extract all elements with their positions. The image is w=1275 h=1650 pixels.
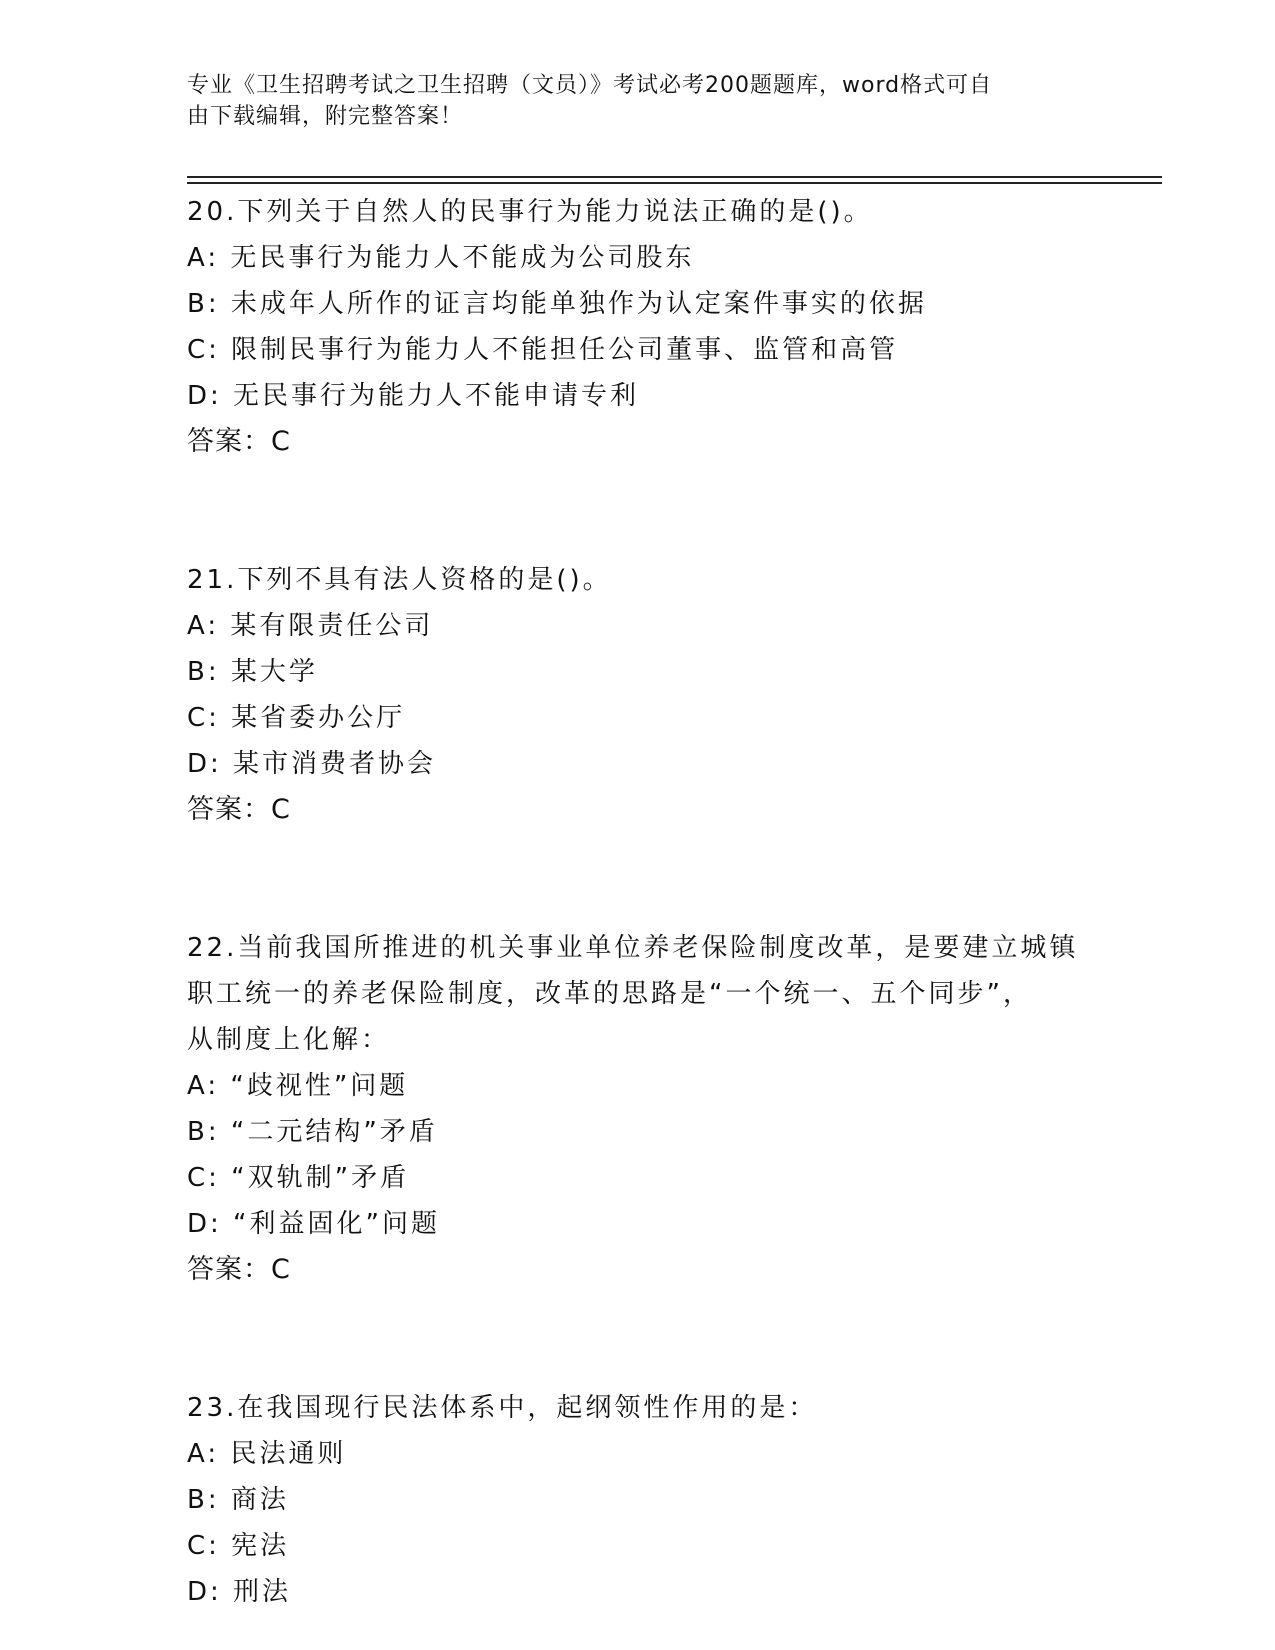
option-a: A: 无民事行为能力人不能成为公司股东 <box>187 243 695 273</box>
option-d: D: 刑法 <box>187 1577 292 1607</box>
stem-line: 22.当前我国所推进的机关事业单位养老保险制度改革，是要建立城镇 <box>187 933 1079 963</box>
question-stem <box>187 925 1107 1063</box>
stem-line: 从制度上化解： <box>187 1025 391 1055</box>
spacer <box>187 465 1107 557</box>
question-20 <box>187 189 1107 465</box>
option-b: B: 某大学 <box>187 657 318 687</box>
question-22 <box>187 925 1107 1293</box>
option-a: A: 某有限责任公司 <box>187 611 434 641</box>
stem-line: 23.在我国现行民法体系中，起纲领性作用的是： <box>187 1393 818 1423</box>
stem-line: 21.下列不具有法人资格的是()。 <box>187 565 612 595</box>
option-d: D: “利益固化”问题 <box>187 1209 440 1239</box>
option-c: C: 某省委办公厅 <box>187 703 406 733</box>
stem-line: 职工统一的养老保险制度，改革的思路是“一个统一、五个同步”， <box>187 979 1032 1009</box>
question-stem <box>187 557 1107 603</box>
intro-line-1: 专业《卫生招聘考试之卫生招聘（文员）》考试必考200题题库，word格式可自 <box>187 73 993 98</box>
option-b: B: 未成年人所作的证言均能单独作为认定案件事实的依据 <box>187 289 927 319</box>
option-a: A: 民法通则 <box>187 1439 347 1469</box>
option-b: B: 商法 <box>187 1485 289 1515</box>
question-23 <box>187 1385 1107 1615</box>
divider-bottom <box>187 182 1162 184</box>
answer-label: 答案：C <box>187 794 291 825</box>
answer-label: 答案：C <box>187 1254 291 1285</box>
option-a: A: “歧视性”问题 <box>187 1071 409 1101</box>
option-c: C: 宪法 <box>187 1531 290 1561</box>
stem-line: 20.下列关于自然人的民事行为能力说法正确的是()。 <box>187 197 873 227</box>
option-d: D: 无民事行为能力人不能申请专利 <box>187 381 640 411</box>
option-c: C: 限制民事行为能力人不能担任公司董事、监管和高管 <box>187 335 899 365</box>
option-c: C: “双轨制”矛盾 <box>187 1163 410 1193</box>
intro-line-2: 由下载编辑，附完整答案！ <box>187 104 464 129</box>
spacer <box>187 1293 1107 1385</box>
spacer <box>187 833 1107 925</box>
question-stem <box>187 1385 1107 1431</box>
question-list <box>187 189 1107 1615</box>
document-intro <box>187 70 1087 132</box>
divider-top <box>187 176 1162 178</box>
option-d: D: 某市消费者协会 <box>187 749 437 779</box>
option-b: B: “二元结构”矛盾 <box>187 1117 438 1147</box>
question-21 <box>187 557 1107 833</box>
answer-label: 答案：C <box>187 426 291 457</box>
question-stem <box>187 189 1107 235</box>
